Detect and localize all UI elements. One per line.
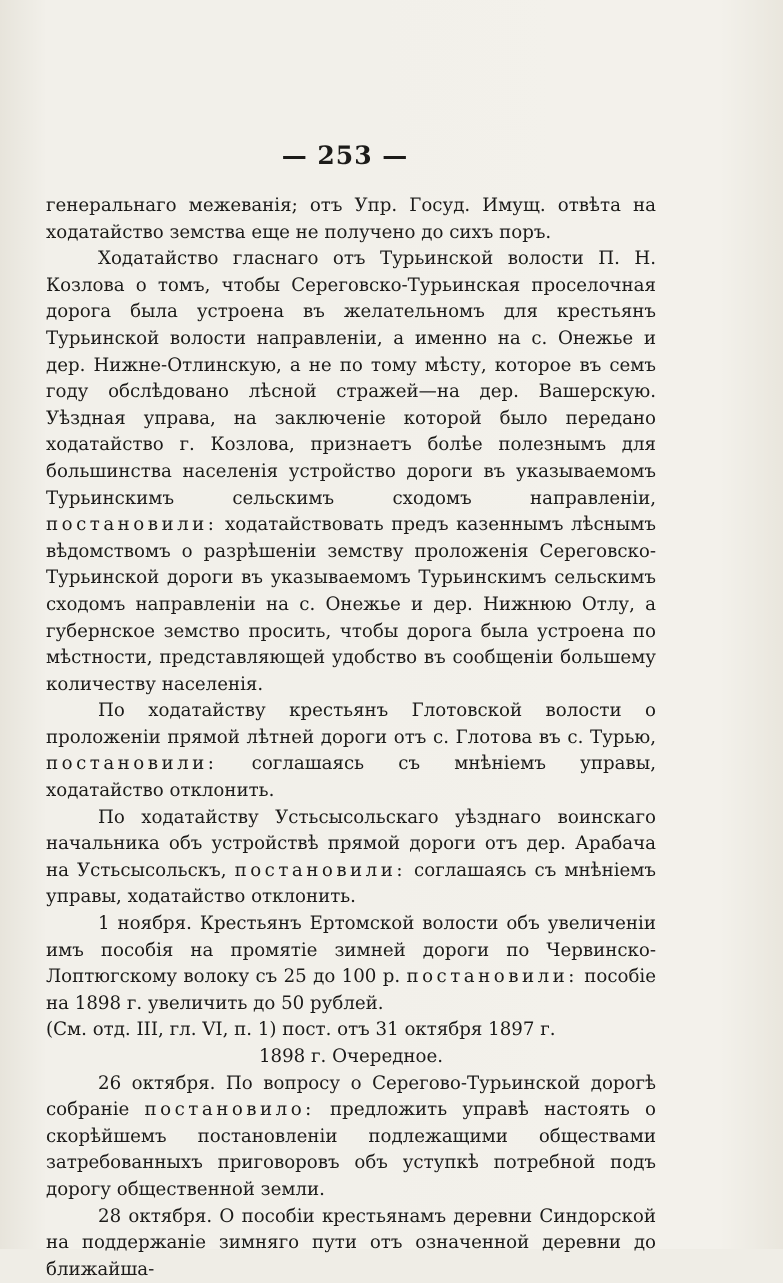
paragraph bbox=[46, 911, 656, 1017]
paragraph-text: По ходатайству Устьсысольскаго уѣзднаго воинскаго начальника объ устройствѣ прямой дороги отъ дер. Арабача на Устьсысольскъ, bbox=[46, 806, 656, 881]
paragraph-text: 28 октября. О пособіи крестьянамъ деревни Синдорской на поддержаніе зимняго пути отъ означенной деревни до ближайша- bbox=[46, 1205, 656, 1280]
paragraph-text: 1898 г. Очередное. bbox=[258, 1046, 444, 1067]
paragraph-text: соглашаясь съ мнѣніемъ управы, ходатайство отклонить. bbox=[46, 859, 656, 908]
resolution-keyword: постановили: bbox=[46, 514, 218, 536]
paragraph bbox=[46, 193, 656, 246]
paragraph-text: предложить управѣ настоять о скорѣйшемъ постановленіи подлежащими обществами затребованныхъ приговоровъ объ уступкѣ потребной подъ дорогу общественной земли. bbox=[46, 1099, 656, 1200]
paragraph bbox=[46, 1071, 656, 1204]
paragraph bbox=[46, 1204, 656, 1283]
resolution-keyword: постановили: bbox=[406, 966, 578, 988]
paragraph-text: Ходатайство гласнаго отъ Турьинской волости П. Н. Козлова о томъ, чтобы Сереговско-Турьинская проселочная дорога была устроена въ желательномъ для крестьянъ Турьинской волости направленіи, а именно на с. Онежье и дер. Нижне-Отлинскую, а не по тому мѣсту, которое въ семъ году обслѣдовано лѣсной стражей—на дер. Вашерскую. Уѣздная управа, на заключеніе которой было передано ходатайство г. Козлова, признаетъ болѣе полезнымъ для большинства населенія устройство дороги въ указываемомъ Турьинскимъ сельскимъ сходомъ направленіи, bbox=[46, 248, 656, 509]
paragraph-text: пособіе на 1898 г. увеличить до 50 рублей. bbox=[46, 966, 656, 1014]
paragraph-text: соглашаясь съ мнѣніемъ управы, ходатайство отклонить. bbox=[46, 753, 656, 802]
resolution-keyword: постановило: bbox=[144, 1099, 315, 1121]
resolution-keyword: постановили: bbox=[234, 859, 406, 881]
paragraph bbox=[46, 805, 656, 911]
paragraph bbox=[46, 698, 656, 804]
page-number: — 253 — bbox=[281, 141, 409, 170]
paragraph bbox=[46, 1017, 656, 1044]
body-text bbox=[46, 193, 656, 1283]
paragraph-text: (См. отд. III, гл. VI, п. 1) пост. отъ 31 октября 1897 г. bbox=[46, 1019, 556, 1041]
paragraph-text: 1 ноября. Крестьянъ Ертомской волости объ увеличеніи имъ пособія на промятіе зимней дороги по Червинско-Лоптюгскому волоку съ 25 до 100 р. bbox=[46, 913, 656, 988]
resolution-keyword: постановили: bbox=[46, 753, 218, 775]
paragraph-text: 26 октября. По вопросу о Серегово-Турьинской дорогѣ собраніе bbox=[46, 1072, 656, 1121]
paragraph-text: По ходатайству крестьянъ Глотовской волости о проложеніи прямой лѣтней дороги отъ с. Глотова въ с. Турью, bbox=[46, 700, 656, 748]
paragraph bbox=[46, 246, 656, 698]
paragraph bbox=[46, 1044, 656, 1071]
paragraph-text: ходатайствовать предъ казеннымъ лѣснымъ вѣдомствомъ о разрѣшеніи земству проложенія Сереговско-Турьинской дороги въ указываемомъ Турьинскимъ сельскимъ сходомъ направленіи на с. Онежье и дер. Нижнюю Отлу, а губернское земство просить, чтобы дорога была устроена по мѣстности, представляющей удобство въ сообщеніи большему количеству населенія. bbox=[46, 514, 656, 695]
paragraph-text: генеральнаго межеванія; отъ Упр. Госуд. Имущ. отвѣта на ходатайство земства еще не получено до сихъ поръ. bbox=[46, 195, 656, 243]
